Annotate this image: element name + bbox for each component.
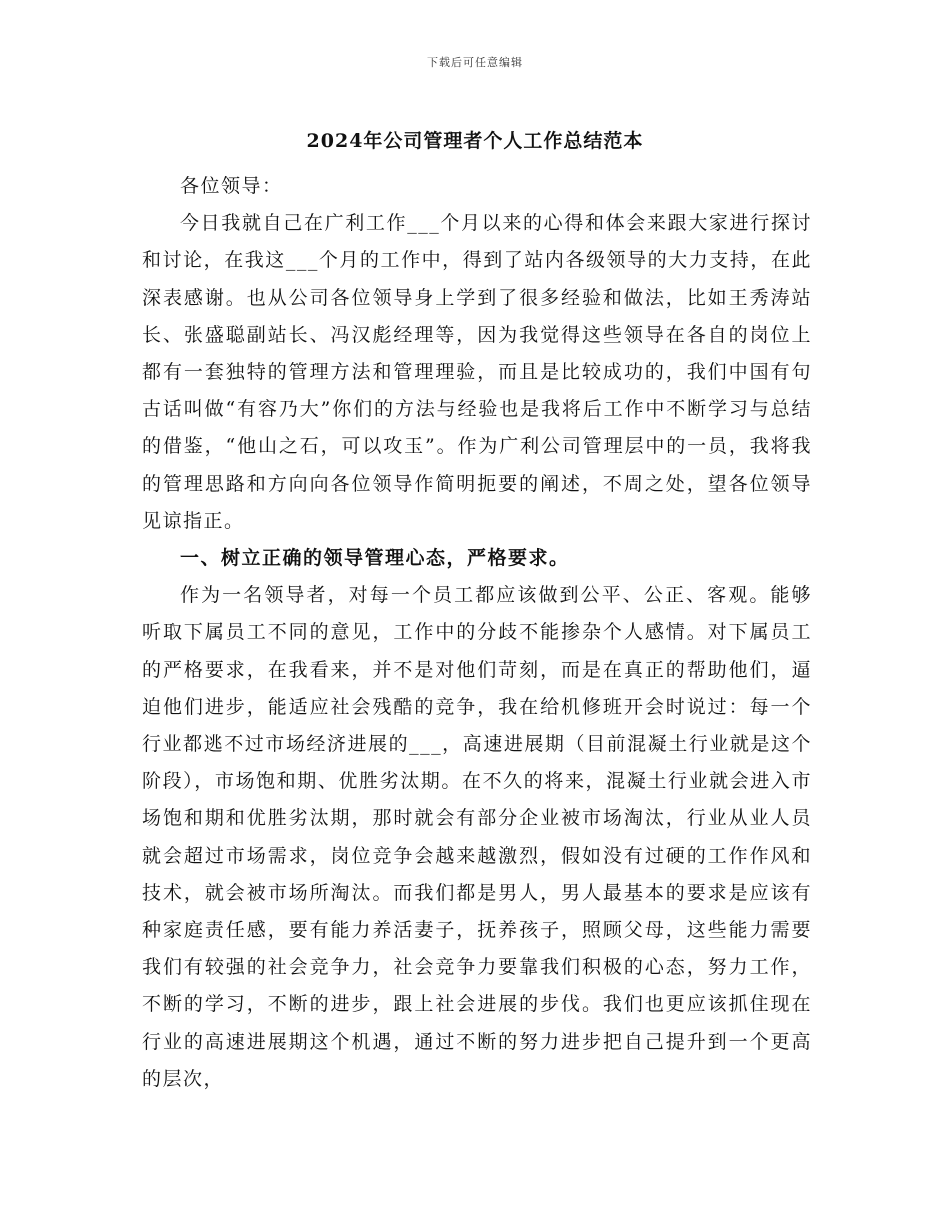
header-note: 下载后可任意编辑 — [427, 56, 523, 69]
document-body — [142, 168, 812, 1098]
paragraph-intro: 今日我就自己在广利工作___个月以来的心得和体会来跟大家进行探讨和讨论，在我这___个月的工作中，得到了站内各级领导的大力支持，在此深表感谢。也从公司各位领导身上学到了很多经验和做法，比如王秀涛站长、张盛聪副站长、冯汉彪经理等，因为我觉得这些领导在各自的岗位上都有一套独特的管理方法和管理理验，而且是比较成功的，我们中国有句古话叫做“有容乃大”你们的方法与经验也是我将后工作中不断学习与总结的借鉴，“他山之石，可以攻玉”。作为广利公司管理层中的一员，我将我的管理思路和方向向各位领导作简明扼要的阐述，不周之处，望各位领导见谅指正。 — [142, 212, 812, 532]
salutation: 各位领导： — [180, 175, 283, 197]
document-title: 2024年公司管理者个人工作总结范本 — [306, 130, 644, 152]
section-heading: 一、树立正确的领导管理心态，严格要求。 — [180, 547, 570, 570]
paragraph-section-1: 作为一名领导者，对每一个员工都应该做到公平、公正、客观。能够听取下属员工不同的意见，工作中的分歧不能掺杂个人感情。对下属员工的严格要求，在我看来，并不是对他们苛刻，而是在真正的帮助他们，逼迫他们进步，能适应社会残酷的竞争，我在给机修班开会时说过：每一个行业都逃不过市场经济进展的___，高速进展期（目前混凝土行业就是这个阶段），市场饱和期、优胜劣汰期。在不久的将来，混凝土行业就会进入市场饱和期和优胜劣汰期，那时就会有部分企业被市场淘汰，行业从业人员就会超过市场需求，岗位竞争会越来越激烈，假如没有过硬的工作作风和技术，就会被市场所淘汰。而我们都是男人，男人最基本的要求是应该有种家庭责任感，要有能力养活妻子，抚养孩子，照顾父母，这些能力需要我们有较强的社会竞争力，社会竞争力要靠我们积极的心态，努力工作，不断的学习，不断的进步，跟上社会进展的步伐。我们也更应该抓住现在行业的高速进展期这个机遇，通过不断的努力进步把自己提升到一个更高的层次， — [142, 584, 812, 1090]
